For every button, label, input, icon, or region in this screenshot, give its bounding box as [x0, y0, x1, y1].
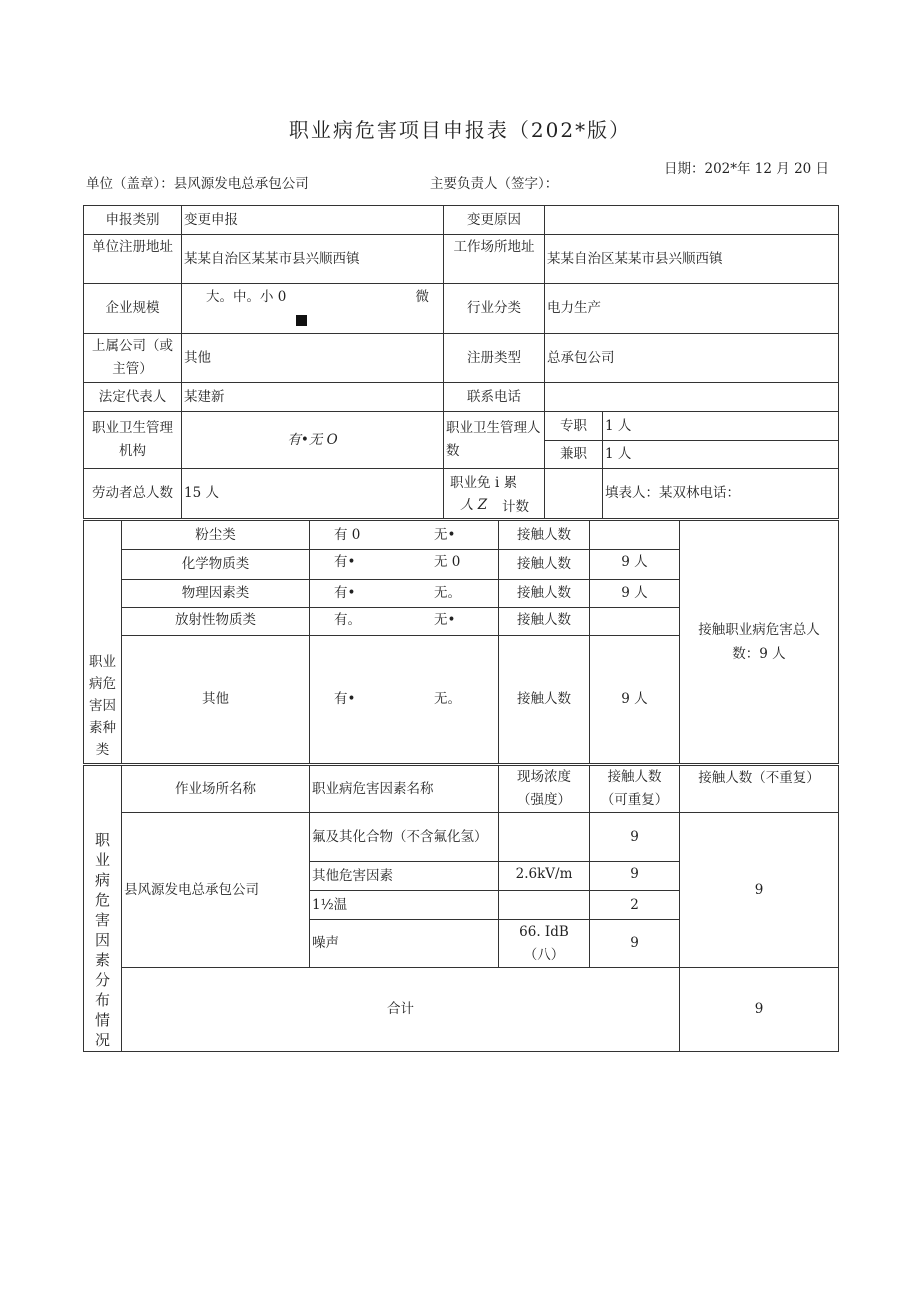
hazard-have: 有•	[334, 554, 356, 570]
parent-value: 其他	[182, 334, 444, 383]
hazard-total: 接触职业病危害总人数：9 人	[680, 521, 839, 764]
contact-repeat-header: 接触人数（可重复）	[590, 766, 680, 813]
scale-options-text: 大。中。小 0	[206, 289, 287, 305]
hazard-have: 有•	[334, 691, 356, 707]
ill-label-b: 人 Z	[460, 497, 488, 513]
contact-label: 接触人数	[499, 550, 590, 580]
phone-label: 联系电话	[444, 383, 545, 412]
ill-label-c: i 累	[495, 475, 518, 491]
concentration-header: 现场浓度（强度）	[499, 766, 590, 813]
total-label: 合计	[122, 968, 680, 1052]
hazard-have: 有•	[334, 585, 356, 601]
work-addr-value: 某某自治区某某市县兴顺西镇	[545, 235, 839, 284]
factor-contact: 9	[590, 920, 680, 968]
ill-label-d: 计数	[502, 499, 529, 515]
factor-contact: 9	[590, 813, 680, 862]
hazard-none: 无。	[434, 691, 461, 707]
parttime-value: 1 人	[603, 441, 839, 469]
change-reason-value	[545, 206, 839, 235]
change-reason-label: 变更原因	[444, 206, 545, 235]
total-value: 9	[680, 968, 839, 1052]
leader-sign-line: 主要负责人（签字）：	[430, 176, 559, 192]
hazard-name: 物理因素类	[122, 580, 310, 608]
industry-value: 电力生产	[545, 284, 839, 334]
factor-contact: 2	[590, 891, 680, 920]
page-title: 职业病危害项目申报表（202*版）	[288, 118, 632, 142]
contact-unique-count: 9	[680, 813, 839, 968]
unit-seal-line: 单位（盖章）：县风源发电总承包公司	[86, 176, 309, 192]
report-date: 日期：202*年 12 月 20 日	[664, 161, 830, 177]
phone-value	[545, 383, 839, 412]
distribution-section-label: 职业病危害因素分布情况	[84, 766, 122, 1052]
unit-info-table	[83, 205, 839, 519]
contact-label: 接触人数	[499, 580, 590, 608]
hazard-have-none	[310, 636, 499, 764]
filler-info: 填表人：某双林电话：	[603, 469, 839, 519]
reg-type-label: 注册类型	[444, 334, 545, 383]
occupational-illness-label	[444, 469, 545, 519]
factor-concentration: 2.6kV/m	[499, 862, 590, 891]
factor-name: 氟及其化合物（不含氟化氢）	[310, 813, 499, 862]
workers-label: 劳动者总人数	[84, 469, 182, 519]
contact-label: 接触人数	[499, 608, 590, 636]
site-name: 县风源发电总承包公司	[122, 813, 310, 968]
ill-label-a: 职业免	[450, 475, 491, 491]
hazard-distribution-table	[83, 765, 839, 1052]
legal-rep-value: 某建新	[182, 383, 444, 412]
hazard-have: 有 0	[334, 526, 361, 543]
factor-contact: 9	[590, 862, 680, 891]
reg-type-value: 总承包公司	[545, 334, 839, 383]
factor-concentration	[499, 891, 590, 920]
factor-concentration	[499, 813, 590, 862]
declare-type-label: 申报类别	[84, 206, 182, 235]
hazard-have-none	[310, 608, 499, 636]
hazard-have-none	[310, 521, 499, 550]
legal-rep-label: 法定代表人	[84, 383, 182, 412]
reg-addr-value: 某某自治区某某市县兴顺西镇	[182, 235, 444, 284]
fulltime-value: 1 人	[603, 412, 839, 441]
hazard-count: 9 人	[590, 636, 680, 764]
scale-micro-text: 微	[415, 289, 429, 305]
factor-name: 噪声	[310, 920, 499, 968]
hazard-count: 9 人	[590, 550, 680, 580]
parttime-label: 兼职	[545, 441, 603, 469]
hazard-none: 无 0	[434, 554, 461, 570]
occupational-illness-value	[545, 469, 603, 519]
factor-name: 1½温	[310, 891, 499, 920]
hazard-have: 有。	[334, 612, 361, 628]
parent-label: 上属公司（或主管）	[84, 334, 182, 383]
health-org-value: 有•无 O	[182, 412, 444, 469]
hazard-none: 无。	[434, 585, 461, 601]
hazard-have-none	[310, 550, 499, 580]
hazard-count	[590, 608, 680, 636]
hazard-types-table	[83, 520, 839, 764]
fulltime-label: 专职	[545, 412, 603, 441]
scale-options	[182, 284, 444, 334]
factor-name: 其他危害因素	[310, 862, 499, 891]
factor-concentration: 66. IdB（八）	[499, 920, 590, 968]
reg-addr-label: 单位注册地址	[84, 235, 182, 284]
hazard-types-section-label: 职业病危害因素种类	[84, 521, 122, 764]
hazard-name: 其他	[122, 636, 310, 764]
hazard-have-none	[310, 580, 499, 608]
checkbox-checked-icon	[296, 315, 307, 326]
contact-label: 接触人数	[499, 636, 590, 764]
industry-label: 行业分类	[444, 284, 545, 334]
hazard-name: 化学物质类	[122, 550, 310, 580]
hazard-none: 无•	[434, 526, 456, 543]
contact-unique-header: 接触人数（不重复）	[680, 766, 839, 813]
contact-label: 接触人数	[499, 521, 590, 550]
health-org-label: 职业卫生管理机构	[84, 412, 182, 469]
work-addr-label: 工作场所地址	[444, 235, 545, 284]
declare-type-value: 变更申报	[182, 206, 444, 235]
hazard-name: 粉尘类	[122, 521, 310, 550]
hazard-name: 放射性物质类	[122, 608, 310, 636]
hazard-none: 无•	[434, 612, 456, 628]
scale-label: 企业规模	[84, 284, 182, 334]
factor-name-header: 职业病危害因素名称	[310, 766, 499, 813]
hazard-count: 9 人	[590, 580, 680, 608]
workers-value: 15 人	[182, 469, 444, 519]
site-name-header: 作业场所名称	[122, 766, 310, 813]
health-staff-label: 职业卫生管理人数	[444, 412, 545, 469]
hazard-count	[590, 521, 680, 550]
